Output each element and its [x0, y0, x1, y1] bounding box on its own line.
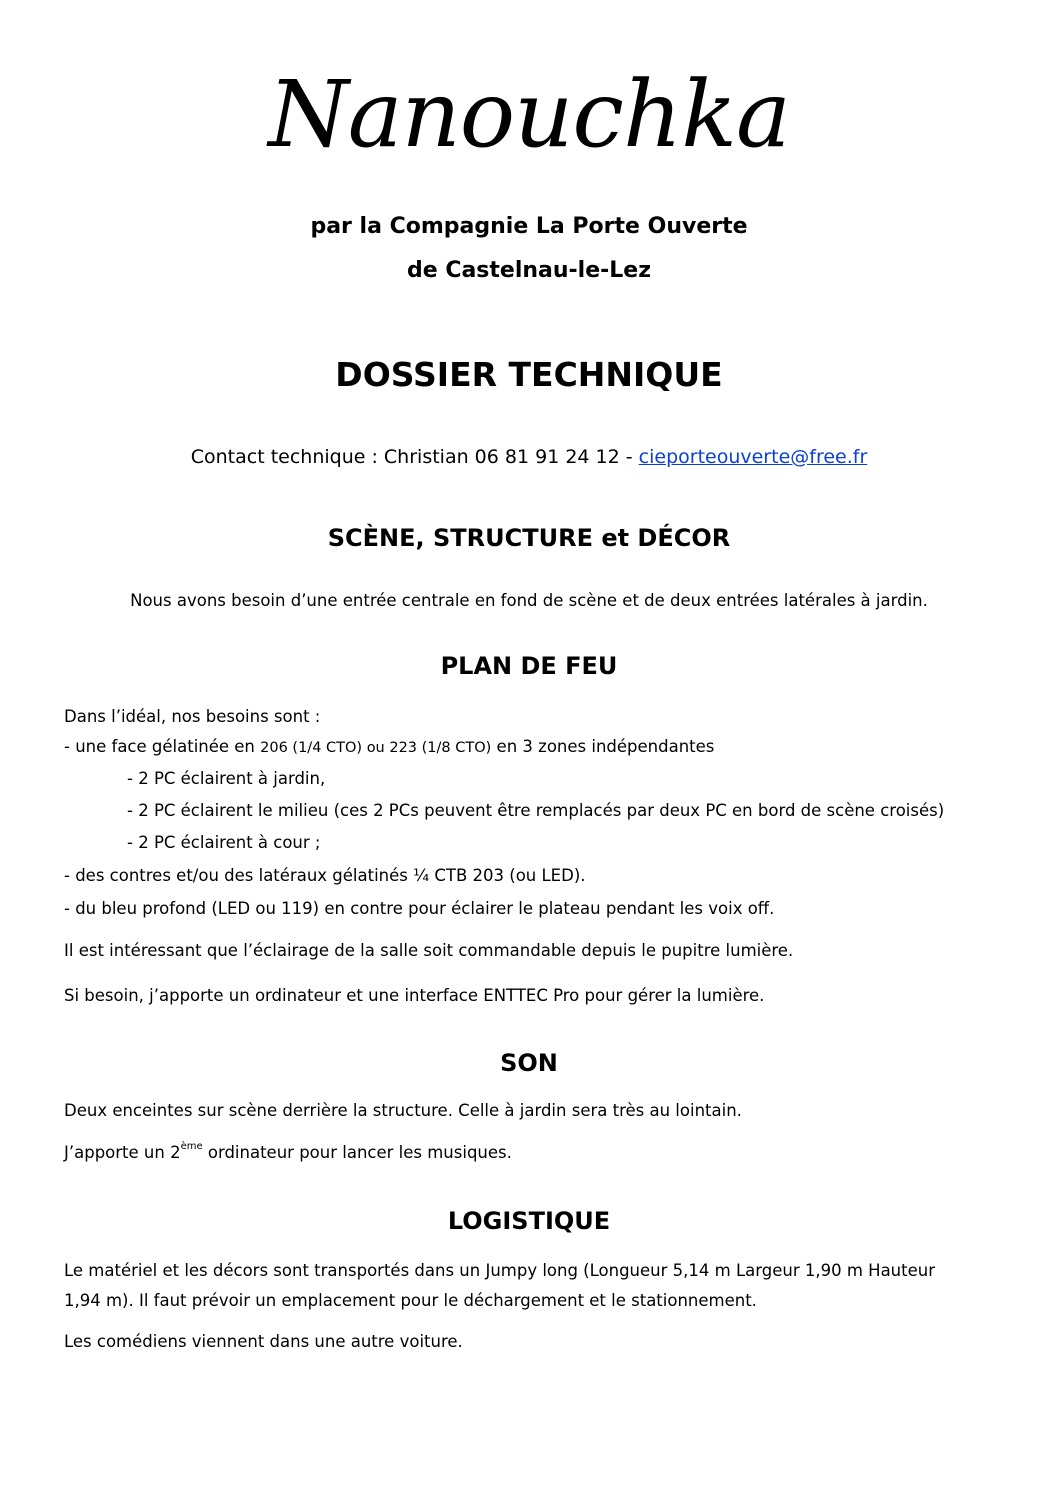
logistique-heading: LOGISTIQUE: [447, 1207, 611, 1235]
company-line: par la Compagnie La Porte Ouverte: [310, 214, 748, 239]
main-heading: DOSSIER TECHNIQUE: [335, 355, 723, 394]
plan-sub-item: - 2 PC éclairent à cour ;: [127, 833, 321, 852]
location-line: de Castelnau-le-Lez: [406, 258, 652, 283]
son-line: Deux enceintes sur scène derrière la structure. Celle à jardin sera très au lointain.: [64, 1101, 742, 1120]
contact-email-link[interactable]: cieporteouverte@free.fr: [638, 446, 868, 468]
logistique-line: Le matériel et les décors sont transportés dans un Jumpy long (Longueur 5,14 m Largeur 1,90 m Hauteur: [64, 1261, 935, 1280]
scene-heading: SCÈNE, STRUCTURE et DÉCOR: [327, 524, 731, 552]
son-line: J’apporte un 2ème ordinateur pour lancer les musiques.: [64, 1141, 512, 1162]
plan-bleu-line: - du bleu profond (LED ou 119) en contre pour éclairer le plateau pendant les voix off.: [64, 899, 775, 918]
logistique-line: Les comédiens viennent dans une autre voiture.: [64, 1332, 463, 1351]
son-heading: SON: [500, 1049, 558, 1077]
plan-contres-line: - des contres et/ou des latéraux gélatinés ¼ CTB 203 (ou LED).: [64, 866, 586, 885]
plan-face-line: - une face gélatinée en 206 (1/4 CTO) ou 223 (1/8 CTO) en 3 zones indépendantes: [64, 737, 715, 756]
contact-text: Contact technique : Christian 06 81 91 24 12 -: [190, 446, 639, 468]
plan-paragraph: Si besoin, j’apporte un ordinateur et une interface ENTTEC Pro pour gérer la lumière.: [64, 986, 765, 1005]
plan-paragraph: Il est intéressant que l’éclairage de la salle soit commandable depuis le pupitre lumière.: [64, 941, 794, 960]
contact-line: [0, 444, 1058, 470]
play-title: Nanouchka: [268, 61, 790, 168]
plan-intro: Dans l’idéal, nos besoins sont :: [64, 707, 321, 726]
plan-de-feu-heading: PLAN DE FEU: [440, 652, 618, 680]
plan-sub-item: - 2 PC éclairent le milieu (ces 2 PCs peuvent être remplacés par deux PC en bord de scène croisés): [127, 801, 945, 820]
ordinal-superscript: ème: [180, 1141, 203, 1152]
scene-text: Nous avons besoin d’une entrée centrale en fond de scène et de deux entrées latérales à jardin.: [130, 591, 928, 610]
gel-references: 206 (1/4 CTO) ou 223 (1/8 CTO): [260, 740, 492, 756]
plan-sub-item: - 2 PC éclairent à jardin,: [127, 769, 326, 788]
logistique-line: 1,94 m). Il faut prévoir un emplacement pour le déchargement et le stationnement.: [64, 1291, 757, 1310]
